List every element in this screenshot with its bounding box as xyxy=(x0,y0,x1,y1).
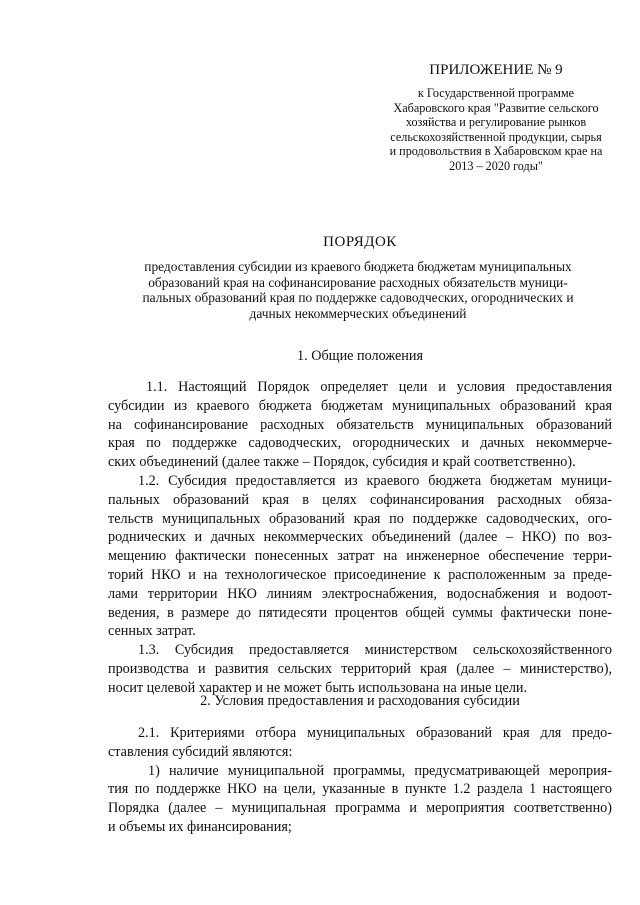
paragraph-1-2 xyxy=(108,472,612,641)
section-2-heading: 2. Условия предоставления и расходования субсидии xyxy=(200,693,520,709)
paragraph-line: торий НКО и на технологическое присоединение к расположенным за преде- xyxy=(108,566,612,583)
appendix-description xyxy=(378,86,614,173)
paragraph-line: тельств муниципальных образований края по поддержке садоводческих, ого- xyxy=(108,510,612,527)
paragraph-line: на софинансирование расходных обязательств муниципальных образований xyxy=(108,416,612,433)
paragraph-line: тия по поддержке НКО на цели, указанные в пункте 1.2 раздела 1 настоящего xyxy=(108,781,612,798)
paragraph-line: 1.2. Субсидия предоставляется из краевого бюджета бюджетам муници- xyxy=(138,472,612,489)
paragraph-line: 1.3. Субсидия предоставляется министерством сельскохозяйственного xyxy=(138,642,612,659)
document-subtitle xyxy=(98,259,618,321)
paragraph-line: 1) наличие муниципальной программы, предусматривающей мероприя- xyxy=(148,762,612,779)
document-title: ПОРЯДОК xyxy=(323,234,397,250)
paragraph-line: ведения, в размере до пятидесяти процентов общей суммы фактически поне- xyxy=(108,604,612,621)
subtitle-line: дачных некоммерческих объединений xyxy=(249,305,467,321)
subtitle-line: предоставления субсидии из краевого бюджета бюджетам муниципальных xyxy=(144,259,572,274)
paragraph-line: сенных затрат. xyxy=(108,623,196,640)
paragraph-1-1 xyxy=(108,378,612,472)
paragraph-line: ских объединений (далее также – Порядок, субсидия и край соответственно). xyxy=(108,454,576,471)
paragraph-line: производства и развития сельских территорий края (далее – министерство), xyxy=(108,660,612,677)
section-2-body xyxy=(108,724,612,837)
paragraph-line: ставления субсидий являются: xyxy=(108,743,293,760)
paragraph-line: 1.1. Настоящий Порядок определяет цели и условия предоставления xyxy=(146,379,612,395)
appendix-block xyxy=(378,60,614,173)
paragraph-line: пальных образований края в целях софинансирования расходных обяза- xyxy=(108,491,612,508)
subtitle-line: пальных образований края по поддержке садоводческих, огороднических и xyxy=(142,290,574,305)
appendix-line: к Государственной программе xyxy=(417,86,575,100)
appendix-line: Хабаровского края "Развитие сельского xyxy=(393,100,599,115)
paragraph-line: субсидии из краевого бюджета бюджетам муниципальных образований края xyxy=(108,397,612,414)
paragraph-line: лами территории НКО линиям электроснабжения, водоснабжения и водоот- xyxy=(108,585,612,602)
paragraph-line: Порядка (далее – муниципальная программа и мероприятия соответственно) xyxy=(108,800,612,817)
appendix-line: и продовольствия в Хабаровском крае на xyxy=(389,144,603,158)
appendix-title: ПРИЛОЖЕНИЕ № 9 xyxy=(429,62,563,78)
subtitle-line: образований края на софинансирование расходных обязательств муници- xyxy=(148,274,568,290)
paragraph-line: носит целевой характер и не может быть использована на иные цели. xyxy=(108,679,528,696)
paragraph-line: роднических и дачных некоммерческих объединений (далее – НКО) по воз- xyxy=(108,529,612,546)
appendix-line: 2013 – 2020 годы" xyxy=(449,158,543,173)
paragraph-line: мещению фактически понесенных затрат на инженерное обеспечение терри- xyxy=(108,548,612,565)
paragraph-line: и объемы их финансирования; xyxy=(108,818,292,835)
section-1-heading: 1. Общие положения xyxy=(297,348,423,364)
paragraph-line: 2.1. Критериями отбора муниципальных образований края для предо- xyxy=(138,725,612,741)
paragraph-line: края по поддержке садоводческих, огороднических и дачных некоммерче- xyxy=(108,435,612,452)
paragraph-1-3 xyxy=(108,641,612,697)
paragraph-2-1-item-1 xyxy=(108,762,612,837)
section-1-body xyxy=(108,378,612,698)
paragraph-2-1 xyxy=(108,724,612,762)
appendix-line: сельскохозяйственной продукции, сырья xyxy=(390,129,602,144)
appendix-line: хозяйства и регулирование рынков xyxy=(405,115,587,129)
